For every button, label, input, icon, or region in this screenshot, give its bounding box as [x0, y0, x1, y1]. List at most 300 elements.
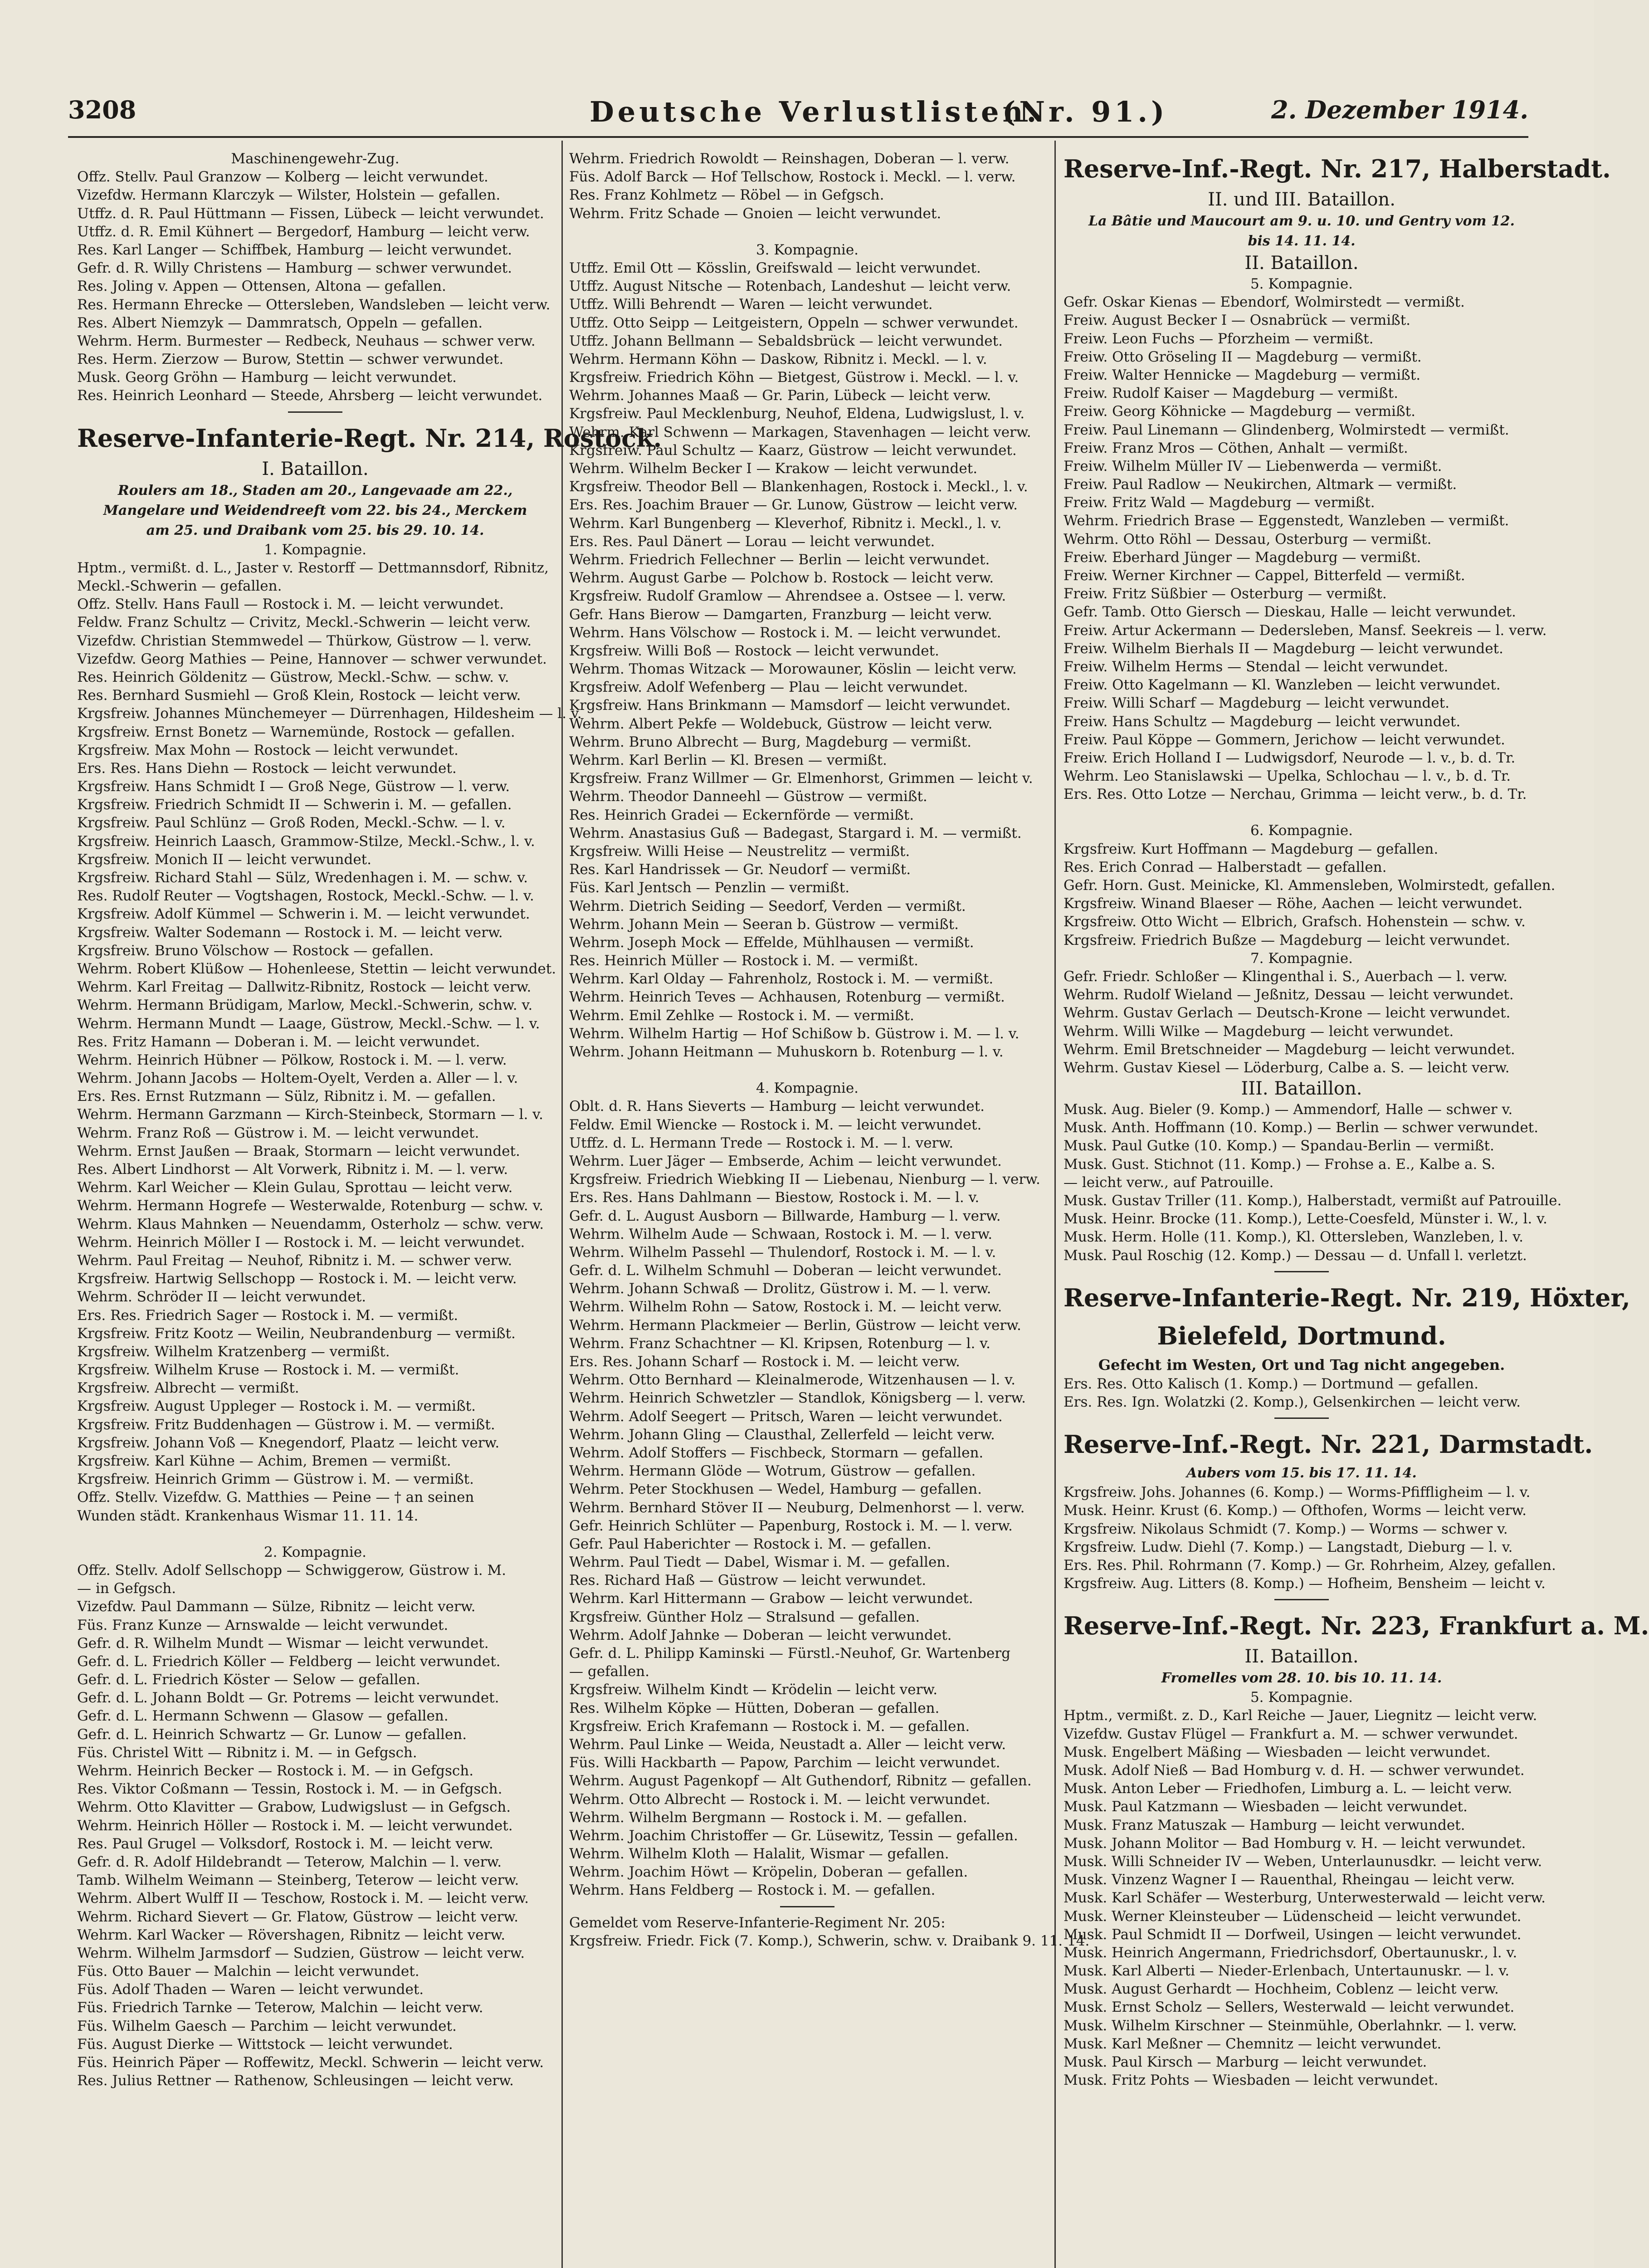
- casualty-entry: Krgsfreiw. August Uppleger — Rostock i. M. — vermißt.: [77, 1398, 476, 1415]
- casualty-entry: Wehrm. Bruno Albrecht — Burg, Magdeburg — vermißt.: [569, 733, 971, 750]
- casualty-entry: Wehrm. Wilhelm Bergmann — Rostock i. M. — gefallen.: [569, 1809, 967, 1826]
- casualty-entry: Musk. Aug. Bieler (9. Komp.) — Ammendorf, Halle — schwer v.: [1064, 1101, 1513, 1118]
- company-heading: 1. Kompagnie.: [263, 541, 367, 558]
- separator-rule: [1274, 1418, 1329, 1419]
- casualty-entry: Utffz. Otto Seipp — Leitgeistern, Oppeln — schwer verwundet.: [569, 314, 1019, 331]
- casualty-entry: Wehrm. Otto Klavitter — Grabow, Ludwigslust — in Gefgsch.: [77, 1799, 511, 1816]
- casualty-entry: Krgsfreiw. Paul Mecklenburg, Neuhof, Eldena, Ludwigslust, l. v.: [569, 406, 1025, 422]
- casualty-entry: Gefr. d. L. Johann Boldt — Gr. Potrems — leicht verwundet.: [77, 1690, 499, 1706]
- casualty-entry: Wehrm. Karl Hittermann — Grabow — leicht verwundet.: [569, 1590, 973, 1607]
- casualty-entry: Krgsfreiw. Adolf Wefenberg — Plau — leicht verwundet.: [569, 679, 968, 696]
- casualty-entry: Wehrm. Hans Völschow — Rostock i. M. — leicht verwundet.: [569, 624, 1001, 641]
- casualty-entry: Wehrm. Karl Wacker — Rövershagen, Ribnitz — leicht verw.: [77, 1926, 506, 1943]
- casualty-entry: Wehrm. Heinrich Hübner — Pölkow, Rostock i. M. — l. verw.: [77, 1051, 507, 1068]
- casualty-entry: Krgsfreiw. Walter Sodemann — Rostock i. M. — leicht verw.: [77, 924, 503, 941]
- casualty-entry: Wehrm. Robert Klüßow — Hohenleese, Stettin — leicht verwundet.: [77, 960, 556, 977]
- casualty-entry: Wehrm. Peter Stockhusen — Wedel, Hamburg — gefallen.: [569, 1481, 982, 1498]
- casualty-entry: Musk. August Gerhardt — Hochheim, Coblenz — leicht verw.: [1064, 1981, 1499, 1998]
- casualty-entry: Wehrm. Thomas Witzack — Morowauner, Köslin — leicht verw.: [569, 661, 1017, 678]
- casualty-entry: Musk. Herm. Holle (11. Komp.), Kl. Ottersleben, Wanzleben, l. v.: [1064, 1229, 1523, 1246]
- column-divider-1: [561, 141, 563, 2268]
- casualty-entry: Res. Bernhard Susmiehl — Groß Klein, Rostock — leicht verw.: [77, 687, 521, 704]
- spacer: [569, 223, 1045, 241]
- regiment-heading: Reserve-Inf.-Regt. Nr. 217, Halberstadt.: [1064, 154, 1611, 183]
- casualty-entry: Res. Karl Langer — Schiffbek, Hamburg — leicht verwundet.: [77, 241, 512, 258]
- casualty-entry: Wehrm. Dietrich Seiding — Seedorf, Verden — vermißt.: [569, 898, 966, 914]
- casualty-entry: Wehrm. Richard Sievert — Gr. Flatow, Güstrow — leicht verw.: [77, 1908, 518, 1925]
- casualty-entry: Krgsfreiw. Theodor Bell — Blankenhagen, Rostock i. Meckl., l. v.: [569, 479, 1028, 495]
- casualty-entry: Musk. Paul Roschig (12. Komp.) — Dessau — d. Unfall l. verletzt.: [1064, 1247, 1527, 1264]
- casualty-entry: Wehrm. Otto Albrecht — Rostock i. M. — leicht verwundet.: [569, 1791, 990, 1808]
- casualty-entry: Freiw. Wilhelm Müller IV — Liebenwerda — vermißt.: [1064, 458, 1442, 474]
- casualty-entry: Freiw. Wilhelm Herms — Stendal — leicht verwundet.: [1064, 658, 1449, 675]
- casualty-entry: Musk. Paul Gutke (10. Komp.) — Spandau-Berlin — vermißt.: [1064, 1138, 1494, 1154]
- company-heading: 3. Kompagnie.: [756, 241, 859, 258]
- casualty-entry: Gefr. d. R. Adolf Hildebrandt — Teterow, Malchin — l. verw.: [77, 1853, 502, 1870]
- casualty-entry: Freiw. Artur Ackermann — Dedersleben, Mansf. Seekreis — l. verw.: [1064, 622, 1547, 639]
- casualty-entry: Musk. Wilhelm Kirschner — Steinmühle, Oberlahnkr. — l. verw.: [1064, 2017, 1517, 2034]
- casualty-entry: Krgsfreiw. Wilhelm Kindt — Krödelin — leicht verw.: [569, 1681, 938, 1698]
- casualty-entry: Wehrm. Luer Jäger — Embserde, Achim — leicht verwundet.: [569, 1153, 1002, 1169]
- casualty-entry: Vizefdw. Gustav Flügel — Frankfurt a. M. — schwer verwundet.: [1064, 1725, 1518, 1742]
- casualty-entry: Wehrm. Leo Stanislawski — Upelka, Schlochau — l. v., b. d. Tr.: [1064, 768, 1511, 785]
- casualty-entry: Res. Franz Kohlmetz — Röbel — in Gefgsch.: [569, 187, 884, 204]
- casualty-entry: Krgsfreiw. Max Mohn — Rostock — leicht verwundet.: [77, 742, 459, 758]
- column-2: [569, 150, 1090, 2268]
- casualty-entry: Krgsfreiw. Heinrich Grimm — Güstrow i. M. — vermißt.: [77, 1471, 474, 1488]
- company-heading: 4. Kompagnie.: [756, 1080, 859, 1097]
- casualty-entry: Musk. Franz Matuszak — Hamburg — leicht verwundet.: [1064, 1817, 1465, 1833]
- casualty-entry: Wehrm. Johannes Maaß — Gr. Parin, Lübeck — leicht verw.: [569, 387, 991, 404]
- separator-rule: [288, 411, 342, 413]
- column-1: [77, 150, 662, 2268]
- casualty-entry: Res. Rudolf Reuter — Vogtshagen, Rostock, Meckl.-Schw. — l. v.: [77, 888, 534, 904]
- casualty-entry: Musk. Heinr. Krust (6. Komp.) — Ofthofen, Worms — leicht verw.: [1064, 1502, 1527, 1519]
- casualty-entry: Utffz. d. R. Emil Kühnert — Bergedorf, Hamburg — leicht verw.: [77, 223, 530, 240]
- casualty-entry: Füs. August Dierke — Wittstock — leicht verwundet.: [77, 2036, 453, 2053]
- casualty-entry: Utffz. August Nitsche — Rotenbach, Landeshut — leicht verw.: [569, 278, 1011, 295]
- casualty-entry: Krgsfreiw. Winand Blaeser — Röhe, Aachen — leicht verwundet.: [1064, 895, 1523, 912]
- casualty-entry: Gemeldet vom Reserve-Infanterie-Regiment Nr. 205:: [569, 1914, 946, 1931]
- casualty-entry: Musk. Karl Alberti — Nieder-Erlenbach, Untertaunuskr. — l. v.: [1064, 1963, 1510, 1980]
- casualty-entry: Gefr. Horn. Gust. Meinicke, Kl. Ammensleben, Wolmirstedt, gefallen.: [1064, 877, 1556, 894]
- casualty-entry: Wehrm. Herm. Burmester — Redbeck, Neuhaus — schwer verw.: [77, 332, 536, 349]
- casualty-entry: Ers. Res. Phil. Rohrmann (7. Komp.) — Gr. Rohrheim, Alzey, gefallen.: [1064, 1557, 1556, 1574]
- spacer: [1064, 803, 1540, 821]
- casualty-entry: Wehrm. Karl Weicher — Klein Gulau, Sprottau — leicht verw.: [77, 1179, 513, 1196]
- casualty-entry: Res. Erich Conrad — Halberstadt — gefallen.: [1064, 859, 1387, 875]
- casualty-entry: Wehrm. Johann Heitmann — Muhuskorn b. Rotenburg — l. v.: [569, 1044, 1004, 1060]
- casualty-entry: Res. Heinrich Leonhard — Steede, Ahrsberg — leicht verwundet.: [77, 387, 543, 404]
- casualty-entry: Krgsfreiw. Paul Schultz — Kaarz, Güstrow — leicht verwundet.: [569, 442, 1017, 459]
- separator-rule: [1274, 1271, 1329, 1272]
- casualty-entry: Wehrm. Hermann Brüdigam, Marlow, Meckl.-Schwerin, schw. v.: [77, 997, 533, 1014]
- casualty-entry: Ers. Res. Joachim Brauer — Gr. Lunow, Güstrow — leicht verw.: [569, 497, 1018, 513]
- casualty-entry: Res. Paul Grugel — Volksdorf, Rostock i. M. — leicht verw.: [77, 1835, 493, 1852]
- casualty-entry: Wehrm. Wilhelm Jarmsdorf — Sudzien, Güstrow — leicht verw.: [77, 1945, 525, 1961]
- casualty-entry: Wehrm. Fritz Schade — Gnoien — leicht verwundet.: [569, 205, 942, 222]
- casualty-entry: Wehrm. Bernhard Stöver II — Neuburg, Delmenhorst — l. verw.: [569, 1499, 1025, 1516]
- casualty-entry: Wehrm. Adolf Seegert — Pritsch, Waren — leicht verwundet.: [569, 1408, 1003, 1425]
- casualty-entry: Res. Herm. Zierzow — Burow, Stettin — schwer verwundet.: [77, 351, 504, 368]
- casualty-entry: Krgsfreiw. Johannes Münchemeyer — Dürrenhagen, Hildesheim — l. v.: [77, 705, 582, 722]
- battalion-heading: III. Bataillon.: [1241, 1078, 1362, 1100]
- casualty-entry: Musk. Paul Katzmann — Wiesbaden — leicht verwundet.: [1064, 1799, 1468, 1815]
- casualty-entry: Musk. Werner Kleinsteuber — Lüdenscheid — leicht verwundet.: [1064, 1908, 1522, 1925]
- casualty-entry: Wehrm. Johann Gling — Clausthal, Zellerfeld — leicht verw.: [569, 1426, 995, 1443]
- casualty-entry: Meckl.-Schwerin — gefallen.: [77, 578, 282, 594]
- company-heading: 2. Kompagnie.: [263, 1544, 367, 1560]
- casualty-entry: Hptm., vermißt. z. D., Karl Reiche — Jauer, Liegnitz — leicht verw.: [1064, 1707, 1537, 1724]
- casualty-entry: Wehrm. Heinrich Becker — Rostock i. M. — in Gefgsch.: [77, 1763, 474, 1779]
- casualty-entry: Krgsfreiw. Friedrich Wiebking II — Liebenau, Nienburg — l. verw.: [569, 1171, 1040, 1188]
- battle-locations: Fromelles vom 28. 10. bis 10. 11. 14.: [1161, 1670, 1442, 1686]
- casualty-entry: Utffz. d. R. Paul Hüttmann — Fissen, Lübeck — leicht verwundet.: [77, 205, 544, 222]
- casualty-entry: Wehrm. Heinrich Teves — Achhausen, Rotenburg — vermißt.: [569, 989, 1005, 1006]
- battle-note: Gefecht im Westen, Ort und Tag nicht angegeben.: [1098, 1356, 1505, 1374]
- casualty-entry: Wehrm. Karl Freitag — Dallwitz-Ribnitz, Rostock — leicht verw.: [77, 979, 532, 996]
- casualty-entry: Krgsfreiw. Adolf Kümmel — Schwerin i. M. — leicht verwundet.: [77, 906, 530, 923]
- casualty-entry: Freiw. Wilhelm Bierhals II — Magdeburg — leicht verwundet.: [1064, 640, 1503, 657]
- casualty-entry: Krgsfreiw. Friedrich Köhn — Bietgest, Güstrow i. Meckl. — l. v.: [569, 369, 1019, 386]
- casualty-entry: Krgsfreiw. Paul Schlünz — Groß Roden, Meckl.-Schw. — l. v.: [77, 815, 506, 831]
- casualty-entry: Res. Viktor Coßmann — Tessin, Rostock i. M. — in Gefgsch.: [77, 1781, 503, 1798]
- casualty-entry: Vizefdw. Christian Stemmwedel — Thürkow, Güstrow — l. verw.: [77, 632, 532, 649]
- casualty-entry: Res. Heinrich Müller — Rostock i. M. — vermißt.: [569, 953, 918, 969]
- casualty-entry: Musk. Paul Kirsch — Marburg — leicht verwundet.: [1064, 2054, 1427, 2070]
- battalion-heading: II. und III. Bataillon.: [1208, 189, 1395, 210]
- casualty-entry: Hptm., vermißt. d. L., Jaster v. Restorff — Dettmannsdorf, Ribnitz,: [77, 559, 549, 576]
- casualty-entry: Res. Joling v. Appen — Ottensen, Altona — gefallen.: [77, 278, 446, 295]
- casualty-entry: Res. Albert Niemzyk — Dammratsch, Oppeln — gefallen.: [77, 314, 483, 331]
- battle-locations: Mangelare und Weidendreeft vom 22. bis 24., Merckem: [103, 502, 527, 518]
- casualty-entry: Musk. Gustav Triller (11. Komp.), Halberstadt, vermißt auf Patrouille.: [1064, 1193, 1562, 1209]
- casualty-entry: Wehrm. Wilhelm Passehl — Thulendorf, Rostock i. M. — l. v.: [569, 1244, 996, 1261]
- casualty-entry: Freiw. Eberhard Jünger — Magdeburg — vermißt.: [1064, 549, 1421, 566]
- casualty-entry: Wehrm. Willi Wilke — Magdeburg — leicht verwundet.: [1064, 1023, 1454, 1040]
- casualty-entry: Wehrm. Hermann Hogrefe — Westerwalde, Rotenburg — schw. v.: [77, 1198, 544, 1214]
- casualty-entry: Wunden städt. Krankenhaus Wismar 11. 11. 14.: [77, 1507, 419, 1524]
- casualty-entry: Krgsfreiw. Aug. Litters (8. Komp.) — Hofheim, Bensheim — leicht v.: [1064, 1575, 1546, 1592]
- casualty-entry: Freiw. Paul Radlow — Neukirchen, Altmark — vermißt.: [1064, 476, 1457, 493]
- casualty-entry: Wehrm. Paul Linke — Weida, Neustadt a. Aller — leicht verw.: [569, 1736, 1006, 1753]
- casualty-entry: Musk. Adolf Nieß — Bad Homburg v. d. H. — schwer verwundet.: [1064, 1762, 1525, 1779]
- casualty-entry: Freiw. Werner Kirchner — Cappel, Bitterfeld — vermißt.: [1064, 567, 1465, 584]
- casualty-entry: Freiw. Hans Schultz — Magdeburg — leicht verwundet.: [1064, 713, 1461, 730]
- casualty-entry: Wehrm. Karl Schwenn — Markagen, Stavenhagen — leicht verw.: [569, 424, 1031, 440]
- battalion-heading: I. Bataillon.: [262, 458, 369, 479]
- casualty-entry: Gefr. Paul Haberichter — Rostock i. M. — gefallen.: [569, 1535, 932, 1552]
- casualty-entry: Wehrm. August Pagenkopf — Alt Guthendorf, Ribnitz — gefallen.: [569, 1773, 1032, 1789]
- casualty-entry: Freiw. Leon Fuchs — Pforzheim — vermißt.: [1064, 330, 1374, 347]
- casualty-entry: Krgsfreiw. Hans Schmidt I — Groß Nege, Güstrow — l. verw.: [77, 778, 510, 795]
- casualty-entry: Gefr. d. L. Friedrich Köller — Feldberg — leicht verwundet.: [77, 1653, 501, 1670]
- casualty-entry: Freiw. Paul Linemann — Glindenberg, Wolmirstedt — vermißt.: [1064, 421, 1509, 438]
- casualty-entry: Feldw. Emil Wiencke — Rostock i. M. — leicht verwundet.: [569, 1116, 982, 1133]
- casualty-entry: Krgsfreiw. Rudolf Gramlow — Ahrendsee a. Ostsee — l. verw.: [569, 588, 1006, 605]
- casualty-entry: Freiw. Georg Köhnicke — Magdeburg — vermißt.: [1064, 403, 1415, 420]
- publication-title: Deutsche Verlustlisten.: [590, 95, 1040, 128]
- casualty-entry: Wehrm. Emil Bretschneider — Magdeburg — leicht verwundet.: [1064, 1041, 1515, 1058]
- regiment-heading: Reserve-Inf.-Regt. Nr. 223, Frankfurt a. M.: [1064, 1611, 1649, 1641]
- casualty-entry: Wehrm. Hermann Köhn — Daskow, Ribnitz i. Meckl. — l. v.: [569, 351, 987, 367]
- casualty-entry: Gefr. d. L. Heinrich Schwartz — Gr. Lunow — gefallen.: [77, 1726, 467, 1743]
- casualty-entry: Ers. Res. Ernst Rutzmann — Sülz, Ribnitz i. M. — gefallen.: [77, 1088, 496, 1105]
- casualty-entry: Wehrm. Adolf Stoffers — Fischbeck, Stormarn — gefallen.: [569, 1444, 984, 1461]
- casualty-entry: Res. Albert Lindhorst — Alt Vorwerk, Ribnitz i. M. — l. verw.: [77, 1161, 508, 1178]
- casualty-entry: Gefr. Heinrich Schlüter — Papenburg, Rostock i. M. — l. verw.: [569, 1517, 1013, 1534]
- casualty-entry: Freiw. Paul Köppe — Gommern, Jerichow — leicht verwundet.: [1064, 731, 1505, 748]
- casualty-entry: Wehrm. Otto Röhl — Dessau, Osterburg — vermißt.: [1064, 531, 1432, 547]
- casualty-entry: Musk. Heinr. Brocke (11. Komp.), Lette-Coesfeld, Münster i. W., l. v.: [1064, 1211, 1547, 1227]
- casualty-entry: Utffz. d. L. Hermann Trede — Rostock i. M. — l. verw.: [569, 1134, 954, 1151]
- casualty-entry: — leicht verw., auf Patrouille.: [1064, 1174, 1274, 1191]
- casualty-entry: Wehrm. Anastasius Guß — Badegast, Stargard i. M. — vermißt.: [569, 825, 1022, 841]
- casualty-entry: Füs. Otto Bauer — Malchin — leicht verwundet.: [77, 1963, 420, 1980]
- casualty-entry: Wehrm. Franz Roß — Güstrow i. M. — leicht verwundet.: [77, 1124, 479, 1141]
- casualty-entry: Res. Heinrich Gradei — Eckernförde — vermißt.: [569, 807, 914, 823]
- casualty-entry: Freiw. August Becker I — Osnabrück — vermißt.: [1064, 312, 1411, 329]
- casualty-entry: Gefr. Oskar Kienas — Ebendorf, Wolmirstedt — vermißt.: [1064, 294, 1465, 311]
- casualty-entry: Gefr. d. R. Willy Christens — Hamburg — schwer verwundet.: [77, 260, 512, 277]
- casualty-entry: Wehrm. Joseph Mock — Effelde, Mühlhausen — vermißt.: [569, 934, 974, 951]
- casualty-entry: Utffz. Johann Bellmann — Sebaldsbrück — leicht verwundet.: [569, 332, 1003, 349]
- casualty-entry: Füs. Karl Jentsch — Penzlin — vermißt.: [569, 880, 850, 896]
- casualty-entry: Musk. Willi Schneider IV — Weben, Unterlaunusdkr. — leicht verw.: [1064, 1853, 1542, 1870]
- casualty-entry: Freiw. Willi Scharf — Magdeburg — leicht verwundet.: [1064, 695, 1449, 712]
- casualty-entry: Krgsfreiw. Johann Voß — Knegendorf, Plaatz — leicht verw.: [77, 1434, 500, 1451]
- casualty-entry: Ers. Res. Johann Scharf — Rostock i. M. — leicht verw.: [569, 1354, 960, 1370]
- casualty-entry: Musk. Paul Schmidt II — Dorfweil, Usingen — leicht verwundet.: [1064, 1926, 1522, 1943]
- casualty-entry: Freiw. Erich Holland I — Ludwigsdorf, Neurode — l. v., b. d. Tr.: [1064, 749, 1516, 766]
- casualty-entry: Musk. Anton Leber — Friedhofen, Limburg a. L. — leicht verw.: [1064, 1780, 1512, 1797]
- casualty-entry: Offz. Stellv. Paul Granzow — Kolberg — leicht verwundet.: [77, 169, 488, 186]
- battle-locations: Aubers vom 15. bis 17. 11. 14.: [1186, 1465, 1417, 1481]
- spacer: [569, 1061, 1045, 1079]
- casualty-entry: Gefr. Friedr. Schloßer — Klingenthal i. S., Auerbach — l. verw.: [1064, 968, 1508, 985]
- casualty-entry: Wehrm. Schröder II — leicht verwundet.: [77, 1289, 366, 1305]
- casualty-entry: Wehrm. Paul Freitag — Neuhof, Ribnitz i. M. — schwer verw.: [77, 1252, 512, 1269]
- regiment-heading: Reserve-Inf.-Regt. Nr. 221, Darmstadt.: [1064, 1430, 1593, 1459]
- casualty-entry: Vizefdw. Georg Mathies — Peine, Hannover — schwer verwundet.: [77, 650, 547, 667]
- page-header: [68, 95, 1528, 136]
- casualty-entry: Krgsfreiw. Friedrich Schmidt II — Schwerin i. M. — gefallen.: [77, 797, 512, 813]
- casualty-entry: Krgsfreiw. Franz Willmer — Gr. Elmenhorst, Grimmen — leicht v.: [569, 770, 1033, 787]
- casualty-entry: Füs. Franz Kunze — Arnswalde — leicht verwundet.: [77, 1617, 449, 1633]
- casualty-entry: Wehrm. Wilhelm Becker I — Krakow — leicht verwundet.: [569, 460, 978, 477]
- casualty-entry: Krgsfreiw. Fritz Buddenhagen — Güstrow i. M. — vermißt.: [77, 1416, 495, 1433]
- casualty-entry: Krgsfreiw. Erich Krafemann — Rostock i. M. — gefallen.: [569, 1718, 970, 1735]
- casualty-entry: Krgsfreiw. Richard Stahl — Sülz, Wredenhagen i. M. — schw. v.: [77, 870, 528, 886]
- casualty-entry: Utffz. Willi Behrendt — Waren — leicht verwundet.: [569, 296, 933, 313]
- casualty-entry: Ers. Res. Friedrich Sager — Rostock i. M. — vermißt.: [77, 1307, 459, 1324]
- casualty-entry: Gefr. d. R. Wilhelm Mundt — Wismar — leicht verwundet.: [77, 1635, 489, 1652]
- company-heading: 7. Kompagnie.: [1250, 950, 1353, 967]
- column-3: [1064, 150, 1649, 2268]
- casualty-entry: Krgsfreiw. Wilhelm Kratzenberg — vermißt.: [77, 1343, 390, 1360]
- casualty-entry: — gefallen.: [569, 1663, 649, 1680]
- casualty-entry: Krgsfreiw. Karl Kühne — Achim, Bremen — vermißt.: [77, 1453, 451, 1469]
- casualty-entry: Krgsfreiw. Bruno Völschow — Rostock — gefallen.: [77, 942, 434, 959]
- casualty-entry: Krgsfreiw. Ernst Bonetz — Warnemünde, Rostock — gefallen.: [77, 723, 515, 740]
- casualty-entry: Wehrm. Klaus Mahnken — Neuendamm, Osterholz — schw. verw.: [77, 1216, 544, 1232]
- casualty-entry: Krgsfreiw. Monich II — leicht verwundet.: [77, 851, 371, 868]
- company-heading: 6. Kompagnie.: [1250, 822, 1353, 839]
- casualty-entry: Wehrm. Hermann Plackmeier — Berlin, Güstrow — leicht verw.: [569, 1317, 1021, 1334]
- casualty-entry: Wehrm. Adolf Jahnke — Doberan — leicht verwundet.: [569, 1627, 952, 1643]
- casualty-entry: Musk. Anth. Hoffmann (10. Komp.) — Berlin — schwer verwundet.: [1064, 1119, 1538, 1136]
- casualty-entry: Wehrm. Hans Feldberg — Rostock i. M. — gefallen.: [569, 1882, 936, 1899]
- casualty-entry: Musk. Vinzenz Wagner I — Rauenthal, Rheingau — leicht verw.: [1064, 1872, 1515, 1888]
- regiment-heading: Reserve-Infanterie-Regt. Nr. 214, Rostock.: [77, 423, 662, 453]
- casualty-entry: Krgsfreiw. Nikolaus Schmidt (7. Komp.) — Worms — schwer v.: [1064, 1520, 1508, 1537]
- regiment-heading: Reserve-Infanterie-Regt. Nr. 219, Höxter,: [1064, 1283, 1630, 1312]
- casualty-entry: Ers. Res. Hans Dahlmann — Biestow, Rostock i. M. — l. v.: [569, 1189, 980, 1206]
- casualty-entry: Krgsfreiw. Günther Holz — Stralsund — gefallen.: [569, 1608, 920, 1625]
- casualty-entry: Freiw. Otto Kagelmann — Kl. Wanzleben — leicht verwundet.: [1064, 677, 1501, 694]
- company-heading: Maschinengewehr-Zug.: [231, 151, 400, 167]
- casualty-entry: Musk. Karl Schäfer — Westerburg, Unterwesterwald — leicht verw.: [1064, 1890, 1546, 1906]
- casualty-entry: Res. Richard Haß — Güstrow — leicht verwundet.: [569, 1572, 927, 1589]
- casualty-entry: Wehrm. Gustav Kiesel — Löderburg, Calbe a. S. — leicht verw.: [1064, 1059, 1510, 1076]
- casualty-entry: Musk. Gust. Stichnot (11. Komp.) — Frohse a. E., Kalbe a. S.: [1064, 1156, 1496, 1173]
- casualty-entry: Wehrm. Otto Bernhard — Kleinalmerode, Witzenhausen — l. v.: [569, 1372, 1015, 1388]
- casualty-entry: Wehrm. Hermann Garzmann — Kirch-Steinbeck, Stormarn — l. v.: [77, 1106, 543, 1123]
- casualty-entry: Wehrm. Paul Tiedt — Dabel, Wismar i. M. — gefallen.: [569, 1554, 951, 1571]
- casualty-entry: Ers. Res. Paul Dänert — Lorau — leicht verwundet.: [569, 533, 935, 550]
- battle-locations: bis 14. 11. 14.: [1248, 233, 1356, 249]
- casualty-entry: Ers. Res. Otto Kalisch (1. Komp.) — Dortmund — gefallen.: [1064, 1375, 1478, 1392]
- company-heading: 5. Kompagnie.: [1250, 1689, 1353, 1706]
- casualty-entry: Wehrm. Heinrich Möller I — Rostock i. M. — leicht verwundet.: [77, 1234, 525, 1251]
- issue-date: 2. Dezember 1914.: [1271, 95, 1528, 124]
- casualty-entry: Freiw. Otto Gröseling II — Magdeburg — vermißt.: [1064, 348, 1422, 365]
- spacer: [77, 1525, 553, 1543]
- casualty-entry: Wehrm. Johann Schwaß — Drolitz, Güstrow i. M. — l. verw.: [569, 1281, 991, 1297]
- casualty-entry: Res. Julius Rettner — Rathenow, Schleusingen — leicht verw.: [77, 2072, 514, 2089]
- casualty-entry: Wehrm. Ernst Jaußen — Braak, Stormarn — leicht verwundet.: [77, 1143, 520, 1159]
- regiment-heading: Bielefeld, Dortmund.: [1157, 1321, 1446, 1350]
- casualty-entry: Wehrm. Joachim Christoffer — Gr. Lüsewitz, Tessin — gefallen.: [569, 1827, 1018, 1844]
- casualty-entry: Krgsfreiw. Friedr. Fick (7. Komp.), Schwerin, schw. v. Draibank 9. 11. 14.: [569, 1932, 1090, 1949]
- casualty-entry: Vizefdw. Hermann Klarczyk — Wilster, Holstein — gefallen.: [77, 187, 501, 204]
- casualty-entry: Musk. Johann Molitor — Bad Homburg v. H. — leicht verwundet.: [1064, 1835, 1526, 1852]
- casualty-entry: Wehrm. Karl Olday — Fahrenholz, Rostock i. M. — vermißt.: [569, 971, 994, 987]
- casualty-entry: Wehrm. Franz Schachtner — Kl. Kripsen, Rotenburg — l. v.: [569, 1335, 990, 1352]
- casualty-entry: Ers. Res. Ign. Wolatzki (2. Komp.), Gelsenkirchen — leicht verw.: [1064, 1393, 1521, 1410]
- battle-locations: am 25. und Draibank vom 25. bis 29. 10. 14.: [146, 522, 484, 538]
- casualty-entry: Res. Fritz Hamann — Doberan i. M. — leicht verwundet.: [77, 1033, 480, 1050]
- casualty-entry: Füs. Friedrich Tarnke — Teterow, Malchin — leicht verw.: [77, 1999, 483, 2016]
- page-number: 3208: [68, 95, 137, 124]
- casualty-entry: Krgsfreiw. Kurt Hoffmann — Magdeburg — gefallen.: [1064, 841, 1439, 857]
- casualty-entry: Krgsfreiw. Otto Wicht — Elbrich, Grafsch. Hohenstein — schw. v.: [1064, 914, 1526, 930]
- casualty-entry: Wehrm. Heinrich Höller — Rostock i. M. — leicht verwundet.: [77, 1817, 513, 1834]
- casualty-entry: Wehrm. Heinrich Schwetzler — Standlok, Königsberg — l. verw.: [569, 1390, 1026, 1407]
- casualty-entry: Utffz. Emil Ott — Kösslin, Greifswald — leicht verwundet.: [569, 259, 981, 276]
- casualty-entry: Wehrm. August Garbe — Polchow b. Rostock — leicht verw.: [569, 570, 994, 587]
- casualty-entry: Musk. Karl Meßner — Chemnitz — leicht verwundet.: [1064, 2035, 1442, 2052]
- casualty-entry: Füs. Christel Witt — Ribnitz i. M. — in Gefgsch.: [77, 1744, 417, 1761]
- casualty-entry: Wehrm. Joachim Höwt — Kröpelin, Doberan — gefallen.: [569, 1864, 968, 1881]
- casualty-entry: Offz. Stellv. Vizefdw. G. Matthies — Peine — † an seinen: [77, 1489, 474, 1506]
- casualty-entry: Wehrm. Wilhelm Kloth — Halalit, Wismar — gefallen.: [569, 1846, 949, 1862]
- casualty-entry: Wehrm. Friedrich Fellechner — Berlin — leicht verwundet.: [569, 551, 990, 568]
- casualty-entry: Krgsfreiw. Fritz Kootz — Weilin, Neubrandenburg — vermißt.: [77, 1325, 516, 1342]
- casualty-entry: Offz. Stellv. Adolf Sellschopp — Schwiggerow, Güstrow i. M.: [77, 1562, 507, 1579]
- casualty-entry: Ers. Res. Hans Diehn — Rostock — leicht verwundet.: [77, 760, 457, 777]
- casualty-entry: Krgsfreiw. Wilhelm Kruse — Rostock i. M. — vermißt.: [77, 1362, 459, 1378]
- separator-rule: [1274, 1599, 1329, 1600]
- casualty-entry: Gefr. d. L. August Ausborn — Billwarde, Hamburg — l. verw.: [569, 1207, 1001, 1224]
- casualty-entry: Feldw. Franz Schultz — Crivitz, Meckl.-Schwerin — leicht verw.: [77, 614, 531, 631]
- casualty-entry: Wehrm. Albert Pekfe — Woldebuck, Güstrow — leicht verw.: [569, 715, 993, 732]
- casualty-entry: Offz. Stellv. Hans Faull — Rostock i. M. — leicht verwundet.: [77, 596, 504, 613]
- casualty-entry: Wehrm. Wilhelm Rohn — Satow, Rostock i. M. — leicht verw.: [569, 1299, 1002, 1315]
- casualty-entry: Res. Karl Handrissek — Gr. Neudorf — vermißt.: [569, 861, 911, 878]
- casualty-entry: Musk. Fritz Pohts — Wiesbaden — leicht verwundet.: [1064, 2072, 1439, 2089]
- casualty-entry: Gefr. d. L. Hermann Schwenn — Glasow — gefallen.: [77, 1708, 449, 1725]
- casualty-entry: Krgsfreiw. Hans Brinkmann — Mamsdorf — leicht verwundet.: [569, 697, 1011, 714]
- casualty-entry: Füs. Adolf Thaden — Waren — leicht verwundet.: [77, 1981, 424, 1998]
- battalion-heading: II. Bataillon.: [1244, 1646, 1359, 1667]
- casualty-entry: Wehrm. Rudolf Wieland — Jeßnitz, Dessau — leicht verwundet.: [1064, 987, 1514, 1003]
- casualty-entry: Oblt. d. R. Hans Sieverts — Hamburg — leicht verwundet.: [569, 1098, 985, 1115]
- battle-locations: Roulers am 18., Staden am 20., Langevaade am 22.,: [117, 482, 513, 499]
- casualty-entry: Musk. Engelbert Mäßing — Wiesbaden — leicht verwundet.: [1064, 1744, 1491, 1760]
- casualty-entry: Wehrm. Theodor Danneehl — Güstrow — vermißt.: [569, 788, 927, 805]
- casualty-entry: Wehrm. Friedrich Rowoldt — Reinshagen, Doberan — l. verw.: [569, 151, 1010, 167]
- casualty-entry: Wehrm. Johann Jacobs — Holtem-Oyelt, Verden a. Aller — l. v.: [77, 1070, 518, 1087]
- casualty-entry: Tamb. Wilhelm Weimann — Steinberg, Teterow — leicht verw.: [77, 1872, 519, 1889]
- header-rule: [68, 136, 1528, 138]
- casualty-entry: Wehrm. Wilhelm Aude — Schwaan, Rostock i. M. — l. verw.: [569, 1226, 993, 1242]
- casualty-entry: Gefr. Hans Bierow — Damgarten, Franzburg — leicht verw.: [569, 606, 992, 623]
- casualty-entry: Krgsfreiw. Johs. Johannes (6. Komp.) — Worms-Pfiffligheim — l. v.: [1064, 1484, 1531, 1501]
- casualty-entry: Gefr. d. L. Philipp Kaminski — Fürstl.-Neuhof, Gr. Wartenberg: [569, 1645, 1010, 1662]
- casualty-entry: Füs. Adolf Barck — Hof Tellschow, Rostock i. Meckl. — l. verw.: [569, 169, 1016, 186]
- casualty-entry: Freiw. Franz Mros — Cöthen, Anhalt — vermißt.: [1064, 440, 1408, 456]
- casualty-entry: Gefr. d. L. Friedrich Köster — Selow — gefallen.: [77, 1672, 420, 1688]
- casualty-entry: Krgsfreiw. Friedrich Bußze — Magdeburg — leicht verwundet.: [1064, 932, 1510, 948]
- battle-locations: La Bâtie und Maucourt am 9. u. 10. und Gentry vom 12.: [1088, 213, 1515, 229]
- casualty-entry: Vizefdw. Paul Dammann — Sülze, Ribnitz — leicht verw.: [77, 1598, 476, 1615]
- separator-rule: [780, 1906, 834, 1907]
- casualty-entry: Krgsfreiw. Hartwig Sellschopp — Rostock i. M. — leicht verw.: [77, 1271, 517, 1287]
- casualty-entry: Ers. Res. Otto Lotze — Nerchau, Grimma — leicht verw., b. d. Tr.: [1064, 786, 1527, 803]
- casualty-entry: Freiw. Walter Hennicke — Magdeburg — vermißt.: [1064, 367, 1421, 383]
- casualty-entry: Wehrm. Gustav Gerlach — Deutsch-Krone — leicht verwundet.: [1064, 1005, 1511, 1022]
- casualty-entry: Wehrm. Emil Zehlke — Rostock i. M. — vermißt.: [569, 1007, 914, 1024]
- casualty-entry: Freiw. Fritz Wald — Magdeburg — vermißt.: [1064, 494, 1375, 511]
- casualty-entry: Res. Wilhelm Köpke — Hütten, Doberan — gefallen.: [569, 1700, 940, 1716]
- casualty-entry: Wehrm. Karl Berlin — Kl. Bresen — vermißt.: [569, 752, 887, 768]
- casualty-entry: Krgsfreiw. Heinrich Laasch, Grammow-Stilze, Meckl.-Schw., l. v.: [77, 833, 535, 850]
- casualty-entry: Wehrm. Karl Bungenberg — Kleverhof, Ribnitz i. Meckl., l. v.: [569, 515, 1002, 532]
- company-heading: 5. Kompagnie.: [1250, 276, 1353, 292]
- casualty-entry: Füs. Heinrich Päper — Roffewitz, Meckl. Schwerin — leicht verw.: [77, 2054, 544, 2071]
- casualty-entry: Krgsfreiw. Willi Heise — Neustrelitz — vermißt.: [569, 843, 910, 860]
- casualty-entry: Musk. Georg Gröhn — Hamburg — leicht verwundet.: [77, 369, 457, 386]
- casualty-entry: Musk. Ernst Scholz — Sellers, Westerwald — leicht verwundet.: [1064, 1999, 1515, 2016]
- casualty-entry: Musk. Heinrich Angermann, Friedrichsdorf, Obertaunuskr., l. v.: [1064, 1944, 1517, 1961]
- battalion-heading: II. Bataillon.: [1244, 253, 1359, 274]
- casualty-entry: Krgsfreiw. Ludw. Diehl (7. Komp.) — Langstadt, Dieburg — l. v.: [1064, 1539, 1513, 1555]
- casualty-entry: Krgsfreiw. Albrecht — vermißt.: [77, 1380, 299, 1397]
- casualty-entry: Wehrm. Hermann Mundt — Laage, Güstrow, Meckl.-Schw. — l. v.: [77, 1015, 540, 1032]
- casualty-entry: Res. Heinrich Göldenitz — Güstrow, Meckl.-Schw. — schw. v.: [77, 669, 509, 685]
- casualty-entry: Wehrm. Friedrich Brase — Eggenstedt, Wanzleben — vermißt.: [1064, 513, 1509, 529]
